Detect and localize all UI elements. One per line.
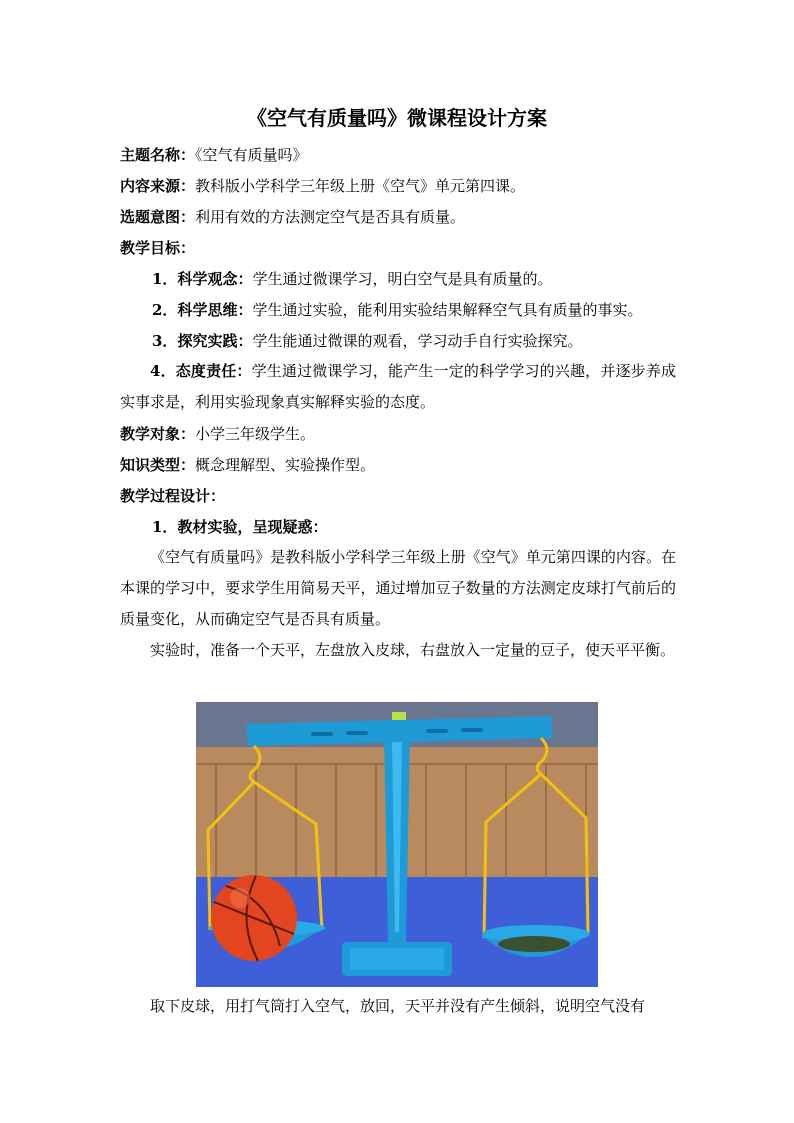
goal-item-3 bbox=[152, 331, 712, 351]
topic-value: 《空气有质量吗》 bbox=[195, 146, 308, 164]
knowledge-value: 概念理解型、实验操作型。 bbox=[195, 456, 376, 474]
audience-label: 教学对象： bbox=[120, 425, 196, 443]
goals-heading: 教学目标： bbox=[120, 239, 196, 257]
intent-label: 选题意图： bbox=[120, 208, 196, 226]
paragraph-3: 取下皮球，用打气筒打入空气，放回，天平并没有产生倾斜，说明空气没有 bbox=[150, 997, 646, 1015]
paragraph-1: 《空气有质量吗》是教科版小学科学三年级上册《空气》单元第四课的内容。在本课的学习中，要求学生用简易天平，通过增加豆子数量的方法测定皮球打气前后的质量变化，从而确定空气是否具有质量。 bbox=[120, 548, 676, 628]
step-label: 教材实验，呈现疑惑： bbox=[177, 518, 328, 536]
basketball-highlight bbox=[230, 888, 250, 908]
goal-number: 3． bbox=[152, 332, 178, 350]
paragraph-2: 实验时，准备一个天平，左盘放入皮球，右盘放入一定量的豆子，使天平平衡。 bbox=[150, 641, 676, 659]
intent-value: 利用有效的方法测定空气是否具有质量。 bbox=[195, 208, 466, 226]
goal-label: 探究实践： bbox=[177, 332, 253, 350]
source-label: 内容来源： bbox=[120, 177, 196, 195]
goal-item-1 bbox=[152, 269, 712, 289]
goal-text: 学生通过微课学习，明白空气是具有质量的。 bbox=[252, 270, 553, 288]
goal-text: 学生能通过微课的观看，学习动手自行实验探究。 bbox=[252, 332, 583, 350]
step-number: 1． bbox=[152, 518, 178, 536]
knowledge-label: 知识类型： bbox=[120, 456, 196, 474]
goal-text: 学生通过微课学习，能产生一定的科学学习的兴趣，并逐步养成实事求是，利用实验现象真实解释实验的态度。 bbox=[120, 362, 676, 411]
beans bbox=[498, 936, 570, 952]
balance-base-top bbox=[350, 948, 444, 970]
goal-text: 学生通过实验，能利用实验结果解释空气具有质量的事实。 bbox=[252, 301, 643, 319]
document-title: 《空气有质量吗》微课程设计方案 bbox=[247, 106, 547, 130]
goal-number: 2． bbox=[152, 301, 178, 319]
intent-line bbox=[120, 207, 680, 227]
audience-line bbox=[120, 424, 680, 444]
source-value: 教科版小学科学三年级上册《空气》单元第四课。 bbox=[195, 177, 526, 195]
goal-item-4 bbox=[120, 356, 676, 418]
balance-level bbox=[392, 712, 406, 720]
goal-item-2 bbox=[152, 300, 712, 320]
goal-number: 1． bbox=[152, 270, 178, 288]
balance-illustration bbox=[196, 702, 598, 987]
step-1-heading bbox=[152, 517, 712, 537]
goal-label: 科学观念： bbox=[177, 270, 253, 288]
goal-label: 态度责任： bbox=[175, 362, 252, 380]
goal-label: 科学思维： bbox=[177, 301, 253, 319]
topic-label: 主题名称： bbox=[120, 146, 196, 164]
knowledge-line bbox=[120, 455, 680, 475]
topic-line bbox=[120, 145, 680, 165]
audience-value: 小学三年级学生。 bbox=[195, 425, 316, 443]
source-line bbox=[120, 176, 680, 196]
process-heading: 教学过程设计： bbox=[120, 487, 226, 505]
goal-number: 4． bbox=[150, 362, 176, 380]
balance-experiment-photo bbox=[196, 702, 598, 987]
